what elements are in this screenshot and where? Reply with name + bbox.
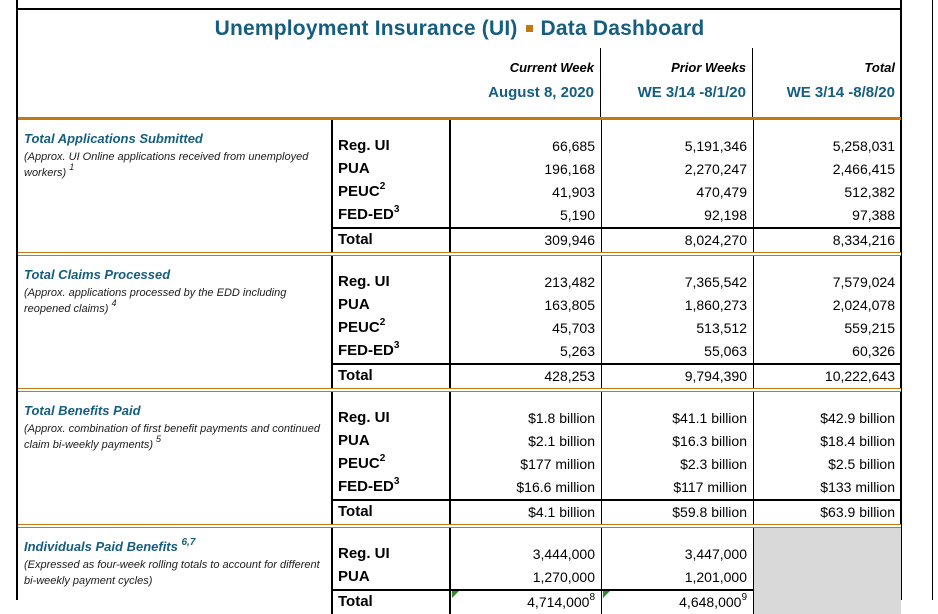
- cell-comment-flag-icon: [603, 591, 610, 598]
- header-total: [752, 48, 901, 117]
- section-rows: [331, 528, 901, 614]
- row-label-cell: Total: [331, 499, 449, 524]
- cell-comment-flag-icon: [452, 591, 459, 598]
- section-title: Total Applications Submitted: [24, 131, 203, 146]
- prior-weeks-cell: 8,024,270: [601, 227, 753, 252]
- column-subheader: August 8, 2020: [488, 84, 594, 101]
- total-cell: 97,388: [753, 204, 901, 227]
- current-week-cell: 213,482: [449, 271, 601, 294]
- prior-weeks-cell: 513,512: [601, 317, 753, 340]
- column-header: Current Week: [509, 60, 594, 75]
- prior-weeks-cell: 3,447,000: [601, 543, 753, 566]
- total-cell: 5,258,031: [753, 135, 901, 158]
- prior-weeks-cell: 92,198: [601, 204, 753, 227]
- row-label-cell: PUA: [331, 294, 449, 317]
- table-row-total: [331, 363, 901, 388]
- section-description: [18, 392, 331, 524]
- table-row: [331, 476, 901, 499]
- current-week-cell: $1.8 billion: [449, 407, 601, 430]
- section-claims-processed: [18, 256, 901, 388]
- header-current-week: [448, 48, 600, 117]
- section-subtitle: (Approx. combination of first benefit payments and continued claim bi-weekly payments) $^5$: [24, 423, 320, 451]
- column-header: Prior Weeks: [671, 60, 746, 75]
- current-week-cell: 309,946: [449, 227, 601, 252]
- total-cell: $18.4 billion: [753, 430, 901, 453]
- row-label-cell: Reg. UI: [331, 271, 449, 294]
- total-cell: 7,579,024: [753, 271, 901, 294]
- table-header: [18, 48, 901, 117]
- prior-weeks-cell: 55,063: [601, 340, 753, 363]
- current-week-cell: $16.6 million: [449, 476, 601, 499]
- row-label-cell: Reg. UI: [331, 543, 449, 566]
- prior-weeks-cell: 1,860,273: [601, 294, 753, 317]
- table-row: [331, 135, 901, 158]
- table-row: [331, 271, 901, 294]
- total-cell: $133 million: [753, 476, 901, 499]
- row-label-cell: PEUC$^2$: [331, 181, 449, 204]
- current-week-cell: 66,685: [449, 135, 601, 158]
- section-description: [18, 256, 331, 388]
- prior-weeks-cell: 1,201,000: [601, 566, 753, 589]
- table-row-total: [331, 499, 901, 524]
- table-row: [331, 181, 901, 204]
- row-label-cell: Total: [331, 589, 449, 614]
- total-cell: $63.9 billion: [753, 499, 901, 524]
- total-cell: 8,334,216: [753, 227, 901, 252]
- table-row-total: [331, 589, 901, 614]
- title-bullet-icon: [526, 25, 533, 32]
- table-row: [331, 340, 901, 363]
- table-row: [331, 453, 901, 476]
- column-subheader: WE 3/14 -8/8/20: [786, 84, 895, 101]
- section-subtitle: (Approx. UI Online applications received from unemployed workers) $^1$: [24, 151, 309, 179]
- row-label-cell: PUA: [331, 430, 449, 453]
- total-cell: $42.9 billion: [753, 407, 901, 430]
- current-week-cell: $177 million: [449, 453, 601, 476]
- current-week-cell: 5,190: [449, 204, 601, 227]
- row-label-cell: Total: [331, 363, 449, 388]
- section-description: [18, 120, 331, 252]
- table-row: [331, 430, 901, 453]
- total-cell: 2,466,415: [753, 158, 901, 181]
- total-cell: 559,215: [753, 317, 901, 340]
- section-total-applications: [18, 120, 901, 252]
- total-cell-shaded: [753, 589, 901, 614]
- prior-weeks-cell: 470,479: [601, 181, 753, 204]
- row-label-cell: FED-$ED^3$: [331, 340, 449, 363]
- prior-weeks-cell: $16.3 billion: [601, 430, 753, 453]
- row-label-cell: FED-$ED^3$: [331, 476, 449, 499]
- current-week-cell: 163,805: [449, 294, 601, 317]
- section-description: [18, 528, 331, 614]
- section-title: Total Claims Processed: [24, 267, 171, 282]
- header-spacer: [18, 48, 448, 117]
- prior-weeks-cell: 4,648,000$^9$: [601, 589, 753, 614]
- prior-weeks-cell: $41.1 billion: [601, 407, 753, 430]
- table-row: [331, 543, 901, 566]
- current-week-cell: 4,714,000$^8$: [449, 589, 601, 614]
- prior-weeks-cell: 9,794,390: [601, 363, 753, 388]
- section-subtitle: (Expressed as four-week rolling totals to account for different bi-weekly payment cycles): [24, 559, 320, 587]
- current-week-cell: 428,253: [449, 363, 601, 388]
- total-cell: 512,382: [753, 181, 901, 204]
- outer-right-rule: [932, 0, 933, 600]
- table-row: [331, 566, 901, 589]
- section-rows: [331, 392, 901, 524]
- total-cell: 2,024,078: [753, 294, 901, 317]
- section-rows: [331, 120, 901, 252]
- section-title: Individuals Paid Benefits $^{6,7}$: [24, 536, 196, 554]
- table-row-total: [331, 227, 901, 252]
- column-header: Total: [864, 60, 895, 75]
- row-label-cell: Reg. UI: [331, 135, 449, 158]
- row-label-cell: PEUC$^2$: [331, 317, 449, 340]
- column-subheader: WE 3/14 -8/1/20: [637, 84, 746, 101]
- current-week-cell: 1,270,000: [449, 566, 601, 589]
- table-row: [331, 294, 901, 317]
- table-row: [331, 317, 901, 340]
- total-cell-shaded: [753, 543, 901, 566]
- section-subtitle: (Approx. applications processed by the EDD including reopened claims) $^4$: [24, 287, 287, 315]
- prior-weeks-cell: 2,270,247: [601, 158, 753, 181]
- row-label-cell: Total: [331, 227, 449, 252]
- prior-weeks-cell: 5,191,346: [601, 135, 753, 158]
- current-week-cell: $2.1 billion: [449, 430, 601, 453]
- total-cell-shaded: [753, 566, 901, 589]
- header-prior-weeks: [600, 48, 752, 117]
- section-individuals-paid: [18, 528, 901, 614]
- row-label-cell: PUA: [331, 566, 449, 589]
- current-week-cell: 45,703: [449, 317, 601, 340]
- total-cell: 10,222,643: [753, 363, 901, 388]
- prior-weeks-cell: $117 million: [601, 476, 753, 499]
- row-label-cell: Reg. UI: [331, 407, 449, 430]
- prior-weeks-cell: 7,365,542: [601, 271, 753, 294]
- row-label-cell: FED-$ED^3$: [331, 204, 449, 227]
- section-title: Total Benefits Paid: [24, 403, 141, 418]
- row-label-cell: PEUC$^2$: [331, 453, 449, 476]
- current-week-cell: 5,263: [449, 340, 601, 363]
- prior-weeks-cell: $59.8 billion: [601, 499, 753, 524]
- current-week-cell: 196,168: [449, 158, 601, 181]
- table-row: [331, 204, 901, 227]
- table-row: [331, 407, 901, 430]
- dashboard-table: [18, 10, 901, 614]
- section-rows: [331, 256, 901, 388]
- prior-weeks-cell: $2.3 billion: [601, 453, 753, 476]
- total-cell: 60,326: [753, 340, 901, 363]
- row-label-cell: PUA: [331, 158, 449, 181]
- current-week-cell: 41,903: [449, 181, 601, 204]
- total-cell: $2.5 billion: [753, 453, 901, 476]
- title-part1: Unemployment Insurance (UI): [214, 17, 518, 40]
- page-title: [215, 17, 705, 41]
- current-week-cell: 3,444,000: [449, 543, 601, 566]
- current-week-cell: $4.1 billion: [449, 499, 601, 524]
- table-row: [331, 158, 901, 181]
- section-benefits-paid: [18, 392, 901, 524]
- title-bar: [18, 10, 901, 48]
- title-part2: Data Dashboard: [540, 17, 705, 40]
